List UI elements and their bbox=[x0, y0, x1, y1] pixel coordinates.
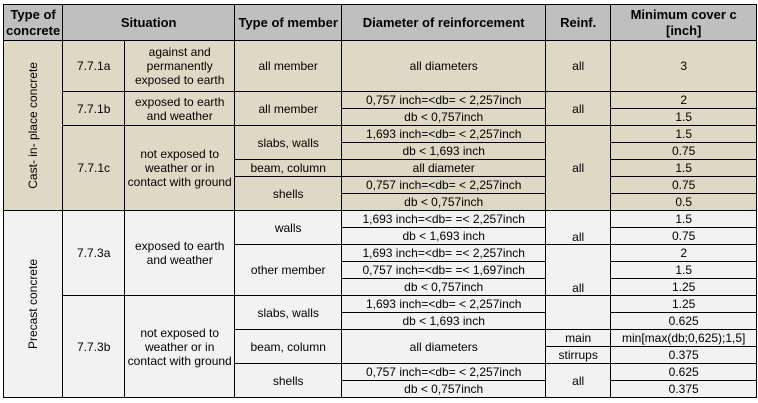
member-cell: slabs, walls bbox=[235, 126, 342, 160]
cover-cell: 0.625 bbox=[611, 313, 757, 330]
cast-in-place-group-label bbox=[4, 41, 63, 211]
member-cell: slabs, walls bbox=[235, 296, 342, 330]
header-minimum-cover-title: Minimum cover c bbox=[630, 6, 737, 22]
reinf-cell: all bbox=[546, 364, 611, 398]
table-row bbox=[4, 92, 757, 109]
cover-cell: 0.75 bbox=[611, 228, 757, 245]
situation-cell: exposed to earth and weather bbox=[125, 211, 235, 296]
cover-cell: 1.25 bbox=[611, 279, 757, 296]
member-cell: beam, column bbox=[235, 160, 342, 177]
cover-cell: 1.5 bbox=[611, 109, 757, 126]
cover-cell-formula: min[max(db;0,625);1,5] bbox=[611, 330, 757, 347]
reinf-cell: all bbox=[546, 211, 611, 245]
diameter-cell: 1,693 inch=<db= =< 2,257inch bbox=[342, 245, 546, 262]
cover-cell: 0.75 bbox=[611, 143, 757, 160]
clause-code: 7.7.1a bbox=[63, 41, 125, 92]
diameter-cell: 0,757 inch=<db= < 2,257inch bbox=[342, 364, 546, 381]
diameter-cell: all diameters bbox=[342, 330, 546, 364]
member-cell: all member bbox=[235, 41, 342, 92]
reinf-cell: all bbox=[546, 92, 611, 126]
clause-code: 7.7.1c bbox=[63, 126, 125, 211]
table-row bbox=[4, 41, 757, 92]
header-type-of-concrete: Type of concrete bbox=[4, 5, 63, 41]
diameter-cell: 0,757 inch=<db= < 2,257inch bbox=[342, 177, 546, 194]
diameter-cell: db < 1,693 inch bbox=[342, 228, 546, 245]
clause-code: 7.7.3b bbox=[63, 296, 125, 398]
precast-group-label bbox=[4, 211, 63, 398]
diameter-cell: db < 0,757inch bbox=[342, 279, 546, 296]
diameter-cell: all diameters bbox=[342, 41, 546, 92]
diameter-cell: 0,757 inch=<db= =< 1,697inch bbox=[342, 262, 546, 279]
member-cell: walls bbox=[235, 211, 342, 245]
cover-cell: 2 bbox=[611, 92, 757, 109]
clause-code: 7.7.3a bbox=[63, 211, 125, 296]
header-diameter: Diameter of reinforcement bbox=[342, 5, 546, 41]
diameter-cell: db < 0,757inch bbox=[342, 194, 546, 211]
cover-cell: 1.25 bbox=[611, 296, 757, 313]
header-minimum-cover bbox=[611, 5, 757, 41]
reinf-cell: all bbox=[546, 126, 611, 211]
member-cell: all member bbox=[235, 92, 342, 126]
reinf-stirrups: stirrups bbox=[546, 347, 611, 364]
cast-in-place-label: Cast- in- place concrete bbox=[26, 62, 41, 189]
situation-cell: exposed to earth and weather bbox=[125, 92, 235, 126]
precast-label: Precast concrete bbox=[26, 258, 41, 350]
cover-cell: 1.5 bbox=[611, 160, 757, 177]
situation-cell: against and permanently exposed to earth bbox=[125, 41, 235, 92]
clause-code: 7.7.1b bbox=[63, 92, 125, 126]
header-row bbox=[4, 5, 757, 41]
diameter-cell: db < 1,693 inch bbox=[342, 143, 546, 160]
minimum-cover-table bbox=[3, 4, 757, 398]
cover-cell: 0.375 bbox=[611, 381, 757, 398]
header-situation: Situation bbox=[63, 5, 235, 41]
reinf-cell: all bbox=[546, 41, 611, 92]
cover-cell: 0.375 bbox=[611, 347, 757, 364]
situation-cell: not exposed to weather or in contact with ground bbox=[125, 126, 235, 211]
diameter-cell: db < 0,757inch bbox=[342, 109, 546, 126]
cover-cell: 2 bbox=[611, 245, 757, 262]
member-cell: shells bbox=[235, 177, 342, 211]
diameter-cell: 1,693 inch=<db= < 2,257inch bbox=[342, 296, 546, 313]
cover-cell: 1.5 bbox=[611, 126, 757, 143]
diameter-cell: 1,693 inch=<db= < 2,257inch bbox=[342, 126, 546, 143]
member-cell: other member bbox=[235, 245, 342, 296]
member-cell: shells bbox=[235, 364, 342, 398]
member-cell: beam, column bbox=[235, 330, 342, 364]
reinf-main: main bbox=[546, 330, 611, 347]
cover-cell: 1.5 bbox=[611, 262, 757, 279]
situation-cell: not exposed to weather or in contact with ground bbox=[125, 296, 235, 398]
cover-cell: 0.5 bbox=[611, 194, 757, 211]
header-type-of-member: Type of member bbox=[235, 5, 342, 41]
diameter-cell: db < 1,693 inch bbox=[342, 313, 546, 330]
reinf-cell-empty bbox=[546, 296, 611, 330]
diameter-cell: all diameter bbox=[342, 160, 546, 177]
diameter-cell: 0,757 inch=<db= < 2,257inch bbox=[342, 92, 546, 109]
cover-cell: 0.75 bbox=[611, 177, 757, 194]
reinf-cell: all bbox=[546, 245, 611, 296]
header-reinf: Reinf. bbox=[546, 5, 611, 41]
header-minimum-cover-unit: [inch] bbox=[665, 22, 702, 38]
table-row bbox=[4, 126, 757, 143]
diameter-cell: db < 0,757inch bbox=[342, 381, 546, 398]
table-row bbox=[4, 211, 757, 228]
cover-cell: 3 bbox=[611, 41, 757, 92]
table-row bbox=[4, 296, 757, 313]
diameter-cell: 1,693 inch=<db= =< 2,257inch bbox=[342, 211, 546, 228]
cover-cell: 0.625 bbox=[611, 364, 757, 381]
cover-cell: 1.5 bbox=[611, 211, 757, 228]
